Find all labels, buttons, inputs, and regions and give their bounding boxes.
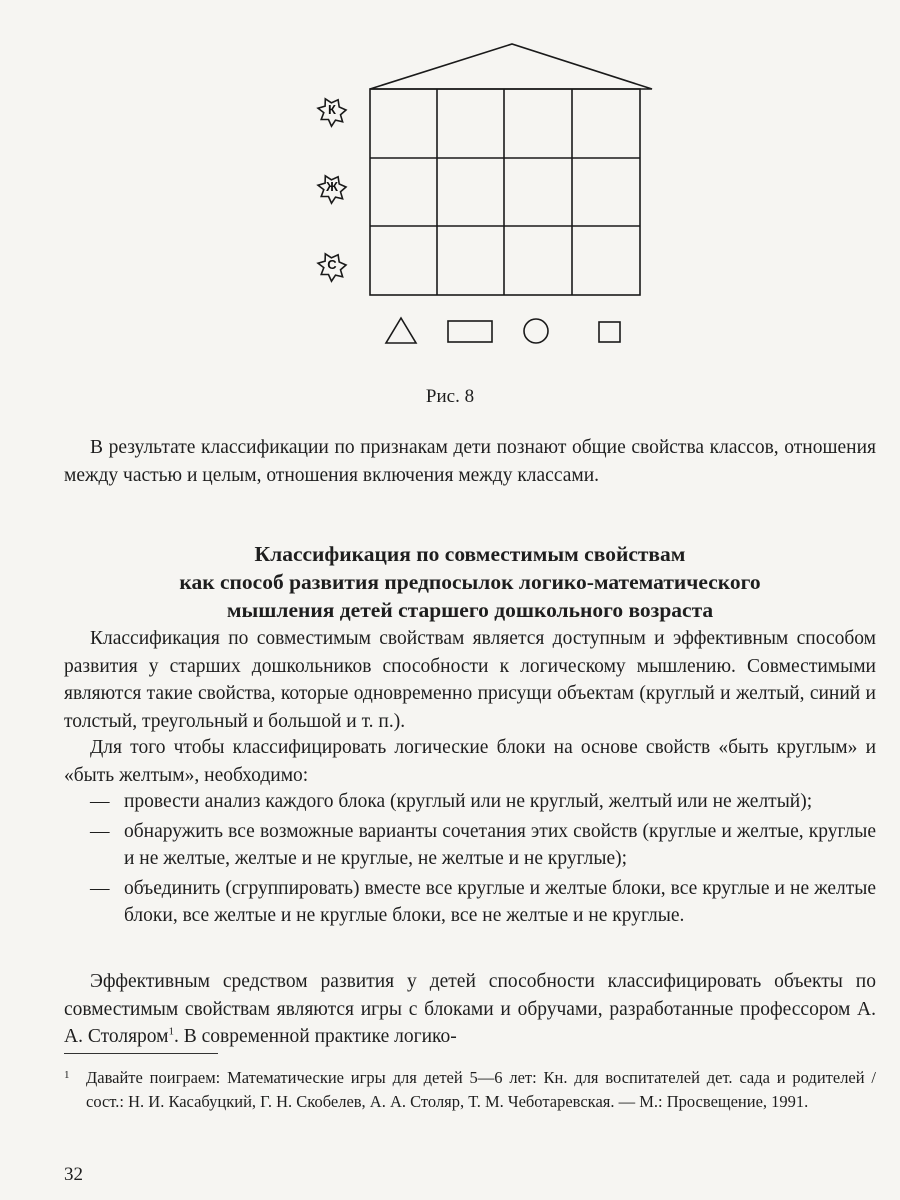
list-item-text: объединить (сгруппировать) вместе все круглые и желтые блоки, все круглые и не желтые блоки, все желтые и не круглые блоки, все не желтые и не круглые.: [124, 877, 876, 926]
star-label-k: К: [328, 102, 336, 117]
footnote-divider: [64, 1053, 218, 1054]
steps-list: [64, 788, 876, 932]
figure-8: [290, 40, 660, 360]
heading-line-2: как способ развития предпосылок логико-математического: [179, 570, 761, 594]
house-roof: [370, 44, 652, 89]
page-number: 32: [64, 1164, 83, 1185]
dash-marker: —: [90, 820, 110, 842]
footnote: [64, 1066, 876, 1114]
heading-line-3: мышления детей старшего дошкольного возраста: [226, 598, 714, 622]
dash-marker: —: [90, 791, 110, 812]
circle-shape: [524, 319, 548, 343]
footnote-text: Давайте поиграем: Математические игры для детей 5—6 лет: Кн. для воспитателей дет. сада и родителей / сост.: Н. И. Касабуцкий, Г. Н. Скобелев, А. А. Столяр, Т. М. Чеботаревская. — М.: Просвещение, 1991.: [86, 1068, 876, 1111]
house-diagram: [290, 40, 660, 360]
paragraph-compatible-properties: Классификация по совместимым свойствам является доступным и эффективным способом развития у старших дошкольников способности к логическому мышлению. Совместимыми являются такие свойства, которые одновременно присущи объектам (круглый и желтый, синий и толстый, треугольный и большой и т. п.).: [64, 628, 876, 732]
footnote-mark: 1: [64, 1069, 70, 1081]
rectangle-shape: [448, 321, 492, 342]
heading-line-1: Классификация по совместимым свойствам: [254, 542, 686, 566]
list-item-text: провести анализ каждого блока (круглый или не круглый, желтый или не желтый);: [124, 791, 813, 812]
star-label-s: С: [327, 257, 337, 272]
paragraph-classification-result: В результате классификации по признакам дети познают общие свойства классов, отношения между частью и целым, отношения включения между классами.: [64, 437, 876, 486]
section-heading: [64, 540, 876, 624]
paragraph-games-with-blocks: [64, 968, 876, 1051]
square-shape: [599, 322, 620, 342]
triangle-shape: [386, 318, 416, 343]
list-item: [64, 875, 876, 930]
footnote-reference[interactable]: 1: [168, 1025, 175, 1038]
list-item: [64, 788, 876, 816]
dash-marker: —: [90, 877, 110, 899]
paragraph-text: Эффективным средством развития у детей способности классифицировать объекты по совместимым свойствам являются игры с блоками и обручами, разработанные профессором А. А. Столяром: [64, 971, 876, 1047]
list-item-text: обнаружить все возможные варианты сочетания этих свойств (круглые и желтые, круглые и не желтые, желтые и не круглые, не желтые и не круглые);: [124, 820, 876, 869]
paragraph-how-to-classify: Для того чтобы классифицировать логические блоки на основе свойств «быть круглым» и «быть желтым», необходимо:: [64, 737, 876, 786]
figure-caption: Рис. 8: [425, 386, 475, 407]
house-grid: [370, 89, 640, 295]
list-item: [64, 818, 876, 873]
star-label-zh: Ж: [326, 179, 338, 194]
paragraph-text-tail: . В современной практике логико-: [174, 1026, 457, 1047]
